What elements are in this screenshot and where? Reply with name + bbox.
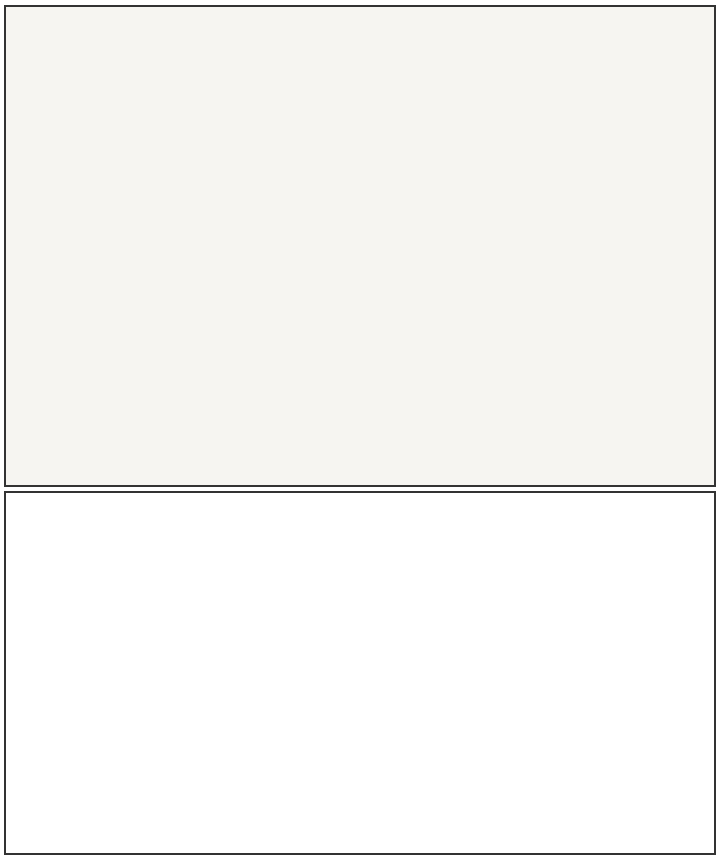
four-pillars-panel <box>4 5 716 487</box>
annual-luck-grid <box>4 491 716 855</box>
